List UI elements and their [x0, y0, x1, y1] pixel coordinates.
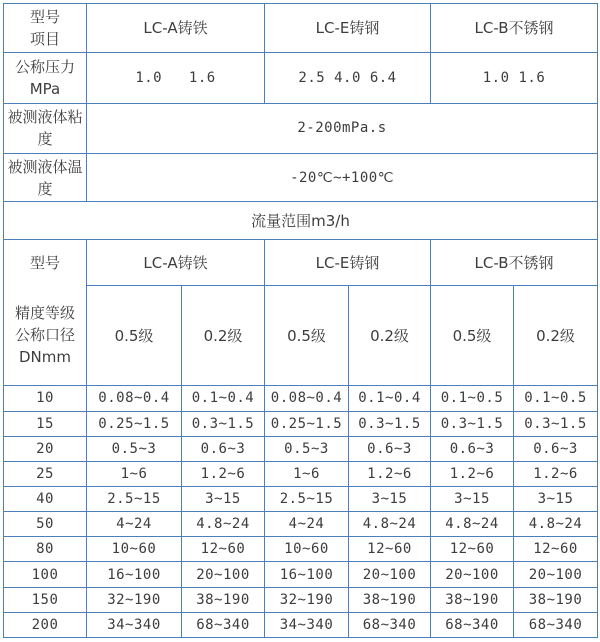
dn-cell: 40 [4, 486, 87, 511]
flow-range-cell: 0.3~1.5 [182, 411, 265, 436]
table-row [4, 486, 598, 511]
dn-cell: 100 [4, 562, 87, 587]
flow-range-cell: 38~190 [514, 587, 598, 612]
accuracy-grade-label: 精度等级 [14, 304, 75, 323]
flow-range-cell: 32~190 [265, 587, 349, 612]
flow-range-cell: 12~60 [182, 537, 265, 562]
flow-range-cell: 0.25~1.5 [265, 411, 349, 436]
table-row [4, 512, 598, 537]
flow-range-cell: 38~190 [349, 587, 431, 612]
flow-range-cell: 20~100 [514, 562, 598, 587]
flow-range-cell: 0.6~3 [349, 436, 431, 461]
pressure-value-lcb: 1.0 1.6 [431, 53, 598, 103]
table-row [4, 587, 598, 612]
flow-range-cell: 32~190 [87, 587, 182, 612]
col-header-lce-2: LC-E铸钢 [265, 240, 431, 285]
flow-range-cell: 3~15 [349, 486, 431, 511]
temperature-label-cell: 被测液体温度 [4, 153, 87, 201]
corner2-model-label: 型号 [29, 253, 60, 272]
flow-range-cell: 4~24 [265, 512, 349, 537]
flow-range-cell: 2.5~15 [265, 486, 349, 511]
flow-range-cell: 0.1~0.5 [514, 386, 598, 411]
flow-range-cell: 0.6~3 [431, 436, 514, 461]
table-row [4, 612, 598, 637]
flow-range-title: 流量范围m3/h [4, 202, 598, 240]
pressure-unit: MPa [29, 79, 61, 98]
header-model-dn-cell [4, 240, 87, 386]
flow-range-cell: 16~100 [265, 562, 349, 587]
flow-range-cell: 12~60 [349, 537, 431, 562]
flow-range-cell: 34~340 [87, 612, 182, 637]
table-row [4, 240, 598, 285]
flow-range-cell: 12~60 [431, 537, 514, 562]
corner-line-project: 项目 [29, 30, 60, 49]
pressure-value-lca: 1.0 1.6 [87, 53, 265, 103]
table-row [4, 537, 598, 562]
flow-range-cell: 0.6~3 [182, 436, 265, 461]
accuracy-class-cell: 0.2级 [514, 285, 598, 386]
flow-range-cell: 12~60 [514, 537, 598, 562]
accuracy-class-cell: 0.2级 [182, 285, 265, 386]
accuracy-class-cell: 0.5级 [87, 285, 182, 386]
flow-range-cell: 16~100 [87, 562, 182, 587]
dn-cell: 150 [4, 587, 87, 612]
table-row [4, 103, 598, 153]
flow-range-cell: 0.1~0.5 [431, 386, 514, 411]
accuracy-class-cell: 0.5级 [431, 285, 514, 386]
temperature-value-cell: -20℃~+100℃ [87, 153, 598, 201]
flow-range-cell: 0.6~3 [514, 436, 598, 461]
table-row [4, 436, 598, 461]
flow-range-cell: 20~100 [182, 562, 265, 587]
col-header-lca: LC-A铸铁 [87, 4, 265, 53]
table-row [4, 4, 598, 53]
corner-line-model: 型号 [29, 8, 60, 27]
spec-table [3, 3, 598, 638]
flow-range-cell: 68~340 [349, 612, 431, 637]
table-row [4, 153, 598, 201]
corner2-acc-block [4, 285, 86, 385]
flow-range-cell: 68~340 [514, 612, 598, 637]
nominal-diameter-label: 公称口径DNmm [14, 326, 75, 367]
flow-range-cell: 4.8~24 [182, 512, 265, 537]
flow-range-cell: 4~24 [87, 512, 182, 537]
flow-range-cell: 4.8~24 [514, 512, 598, 537]
table-row [4, 562, 598, 587]
table-row [4, 411, 598, 436]
accuracy-class-cell: 0.2级 [349, 285, 431, 386]
flow-range-cell: 1.2~6 [431, 461, 514, 486]
dn-cell: 15 [4, 411, 87, 436]
viscosity-label-cell: 被测液体粘度 [4, 103, 87, 153]
table-row [4, 386, 598, 411]
table-row [4, 202, 598, 240]
flow-range-cell: 0.3~1.5 [514, 411, 598, 436]
flow-range-cell: 38~190 [182, 587, 265, 612]
flow-range-cell: 0.08~0.4 [87, 386, 182, 411]
table-row [4, 285, 598, 386]
dn-cell: 50 [4, 512, 87, 537]
flow-range-cell: 1.2~6 [349, 461, 431, 486]
flow-range-cell: 0.08~0.4 [265, 386, 349, 411]
flow-range-cell: 0.5~3 [265, 436, 349, 461]
col-header-lce: LC-E铸钢 [265, 4, 431, 53]
flow-range-cell: 20~100 [431, 562, 514, 587]
flow-range-cell: 4.8~24 [431, 512, 514, 537]
col-header-lca-2: LC-A铸铁 [87, 240, 265, 285]
flow-range-cell: 10~60 [87, 537, 182, 562]
flow-range-cell: 2.5~15 [87, 486, 182, 511]
table-row [4, 461, 598, 486]
accuracy-class-cell: 0.5级 [265, 285, 349, 386]
flow-range-cell: 10~60 [265, 537, 349, 562]
dn-cell: 20 [4, 436, 87, 461]
table-row [4, 53, 598, 103]
flow-range-cell: 1.2~6 [514, 461, 598, 486]
flow-range-cell: 1.2~6 [182, 461, 265, 486]
dn-cell: 200 [4, 612, 87, 637]
viscosity-value-cell: 2-200mPa.s [87, 103, 598, 153]
flow-range-cell: 34~340 [265, 612, 349, 637]
flow-range-cell: 0.3~1.5 [431, 411, 514, 436]
flow-range-cell: 0.1~0.4 [349, 386, 431, 411]
flow-range-cell: 0.5~3 [87, 436, 182, 461]
pressure-value-lce: 2.5 4.0 6.4 [265, 53, 431, 103]
flow-range-cell: 0.25~1.5 [87, 411, 182, 436]
flow-range-cell: 3~15 [431, 486, 514, 511]
flow-range-cell: 0.1~0.4 [182, 386, 265, 411]
col-header-lcb: LC-B不锈钢 [431, 4, 598, 53]
header-model-project-cell [4, 4, 87, 53]
pressure-label-cell [4, 53, 87, 103]
flow-range-cell: 0.3~1.5 [349, 411, 431, 436]
dn-cell: 80 [4, 537, 87, 562]
dn-cell: 10 [4, 386, 87, 411]
flow-range-cell: 1~6 [87, 461, 182, 486]
corner2-inner [4, 240, 86, 385]
flow-range-cell: 20~100 [349, 562, 431, 587]
flow-range-cell: 38~190 [431, 587, 514, 612]
flow-range-cell: 1~6 [265, 461, 349, 486]
col-header-lcb-2: LC-B不锈钢 [431, 240, 598, 285]
flow-range-cell: 3~15 [182, 486, 265, 511]
flow-range-cell: 68~340 [431, 612, 514, 637]
flow-range-cell: 4.8~24 [349, 512, 431, 537]
flow-range-cell: 3~15 [514, 486, 598, 511]
pressure-label: 公称压力 [14, 57, 75, 76]
flow-range-cell: 68~340 [182, 612, 265, 637]
dn-cell: 25 [4, 461, 87, 486]
